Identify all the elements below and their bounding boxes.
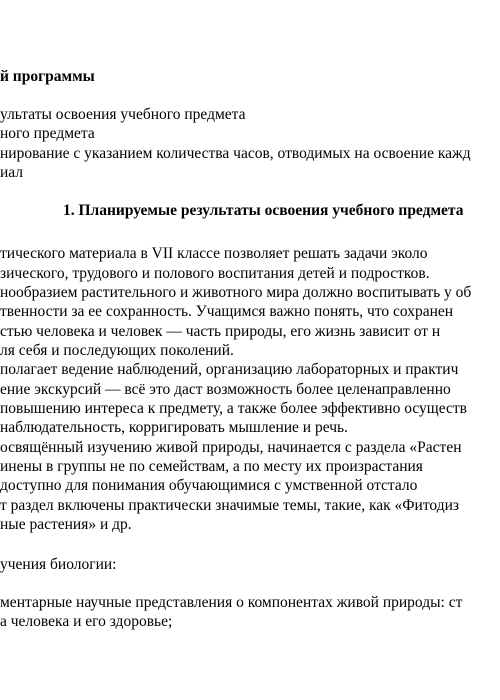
body-line: т раздел включены практически значимые темы, такие, как «Фитодиз [0,497,460,514]
toc-item-results: ультаты освоения учебного предмета [0,106,246,123]
goals-line: а человека и его здоровье; [0,613,173,630]
body-line: наблюдательность, корригировать мышление и речь. [0,419,348,436]
body-line: доступно для понимания обучающимися с умственной отстало [0,477,418,494]
body-line: ля себя и последующих поколений. [0,342,234,359]
toc-item-material: иал [0,164,24,181]
body-line: ные растения» и др. [0,516,132,533]
body-line: ение экскурсий — всё это даст возможность более целенаправленно [0,381,451,398]
toc-item-planning: нирование с указанием количества часов, отводимых на освоение кажд [0,145,471,162]
goals-line: ментарные научные представления о компонентах живой природы: ст [0,594,463,611]
body-line: повышению интереса к предмету, а также более эффективно осуществ [0,400,467,417]
section-title: 1. Планируемые результаты освоения учебного предмета [63,202,464,219]
body-line: освящённый изучению живой природы, начинается с раздела «Растен [0,439,462,456]
body-line: стью человека и человек — часть природы, его жизнь зависит от н [0,323,441,340]
program-heading-fragment: й программы [0,68,95,85]
body-line: зического, трудового и полового воспитания детей и подростков. [0,265,430,282]
body-line: тического материала в VII классе позволяет решать задачи эколо [0,245,428,262]
body-line: твенности за ее сохранность. Учащимся важно понять, что сохранен [0,303,454,320]
goals-intro: учения биологии: [0,556,117,573]
body-line: полагает ведение наблюдений, организацию лабораторных и практич [0,361,459,378]
body-line: нообразием растительного и животного мира должно воспитывать у об [0,284,472,301]
body-line: инены в группы не по семействам, а по месту их произрастания [0,458,423,475]
toc-item-content: ного предмета [0,125,95,142]
